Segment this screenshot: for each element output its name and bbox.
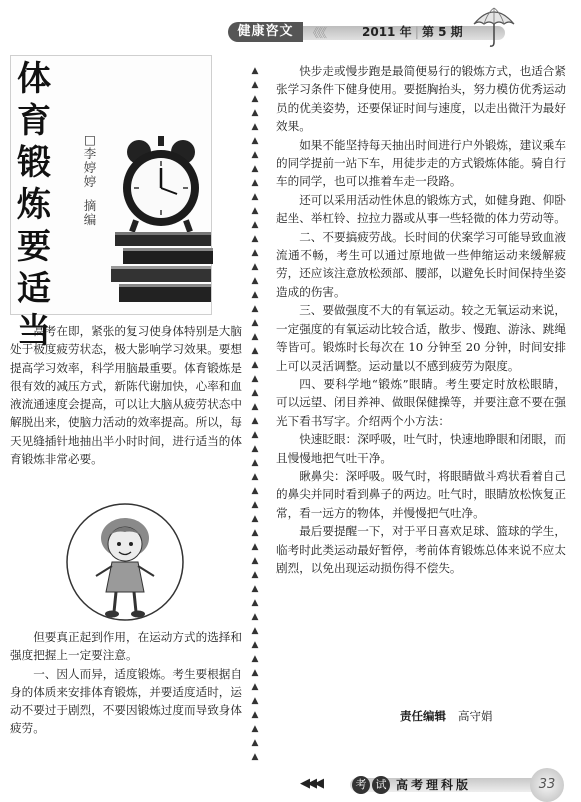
footer-arrows-icon: ◀◀◀ [300,776,321,791]
column-label: 健康咨文 [228,22,303,42]
paragraph: 四、要科学地“锻炼”眼睛。考生要定时放松眼睛，可以远望、闭目养神、做眼保健操等，并要注意不要在强光下看书写字。介绍两个小方法： [276,376,566,428]
badge-shi: 试 [372,776,390,794]
paragraph: 但要真正起到作用，在运动方式的选择和强度把握上一定要注意。 [10,630,242,663]
right-column-text [276,62,566,577]
paragraph: 瞅鼻尖：深呼吸。吸气时，将眼睛做斗鸡状看着自己的鼻尖并同时看到鼻子的两边。吐气时，眼睛放松恢复正常，看一远方的物体，并慢慢把气吐净。 [276,468,566,520]
editor-label: 责任编辑 [400,709,446,723]
article-title: 体育锻炼要适当 [17,59,51,351]
header-chevrons: 《《《 [307,26,326,40]
paragraph: 最后要提醒一下，对于平日喜欢足球、篮球的学生，临考时此类运动最好暂停，考前体育锻炼总体来说不应太剧烈，以免出现运动损伤得不偿失。 [276,524,566,575]
footer-edition: 高考理科版 [396,778,472,792]
author-role: 摘编 [83,198,97,227]
badge-kao: 考 [352,776,370,794]
page-footer [0,760,581,800]
paragraph: 二、不要搞疲劳战。长时间的伏案学习可能导致血液流通不畅，考生可以通过原地做一些伸缩运动来缓解疲劳，还应该注意放松颈部、腰部，以避免长时间保持坐姿造成的伤害。 [276,229,566,299]
left-text-top [10,322,242,468]
editor-name: 高守娟 [458,709,493,723]
paragraph: 如果不能坚持每天抽出时间进行户外锻炼，建议乘车的同学提前一站下车，用徒步走的方式锻炼体能。骑自行车的同学，也可以推着车走一段路。 [276,137,566,189]
alarm-clock-on-books-illustration [105,130,217,315]
paragraph: 三、要做强度不大的有氧运动。较之无氧运动来说，一定强度的有氧运动比较合适，散步、慢跑、游泳、跳绳等皆可。锻炼时长每次在 10 分钟至 20 分钟，时间安排上可以灵活调整。运动量以不感到疲劳为限度。 [276,303,566,373]
editor-credit [400,708,568,724]
byline [72,133,108,227]
issue-number: 第 5 期 [421,25,463,39]
paragraph: 高考在即，紧张的复习使身体特别是大脑处于极度疲劳状态，极大影响学习效果。要想提高学习效率，科学用脑最重要。体育锻炼是很有效的减压方式，新陈代谢加快，心率和血液流通速度会提高，可以让大脑从疲劳状态中解脱出来，使脑力活动的效率提高。所以，每天见缝插针地抽出半小时时间，进行适当的体育锻炼非常必要。 [10,324,242,467]
footer-badges [352,774,471,794]
column-divider: ▲ ▲ ▲ ▲ ▲ ▲ ▲ ▲ ▲ ▲ ▲ ▲ ▲ ▲ ▲ ▲ ▲ ▲ ▲ ▲ ▲ ▲ ▲ ▲ ▲ ▲ ▲ ▲ ▲ ▲ ▲ ▲ ▲ ▲ ▲ ▲ ▲ ▲ ▲ ▲ ▲ ▲ ▲ ▲ ▲ ▲ ▲ ▲ ▲ ▲ [251,66,259,762]
issue-info [362,23,463,40]
issue-year: 2011 年 [362,25,412,39]
issue-separator: | [414,25,419,39]
left-text-bottom [10,628,242,738]
umbrella-icon [470,2,518,50]
paragraph: 快步走或慢步跑是最简便易行的锻炼方式，也适合紧张学习条件下健身使用。要挺胸抬头，努力模仿优秀运动员的优美姿势，还要保证时间与速度，以走出微汗为最好效果。 [276,64,566,134]
paragraph: 一、因人而异，适度锻炼。考生要根据自身的体质来安排体育锻炼，并要适度适时，运动不要过于剧烈，不要因锻炼过度而导致身体疲劳。 [10,666,242,736]
page-header [0,0,581,44]
paragraph: 还可以采用活动性休息的锻炼方式，如健身跑、仰卧起坐、举杠铃、拉拉力器或从事一些轻微的体力劳动等。 [276,192,566,226]
author-name: □李婷婷 [83,132,97,189]
girl-jump-rope-illustration [60,500,190,630]
paragraph: 快速眨眼：深呼吸，吐气时，快速地睁眼和闭眼，而且慢慢地把气吐干净。 [276,432,566,465]
page-number: 33 [530,768,564,802]
